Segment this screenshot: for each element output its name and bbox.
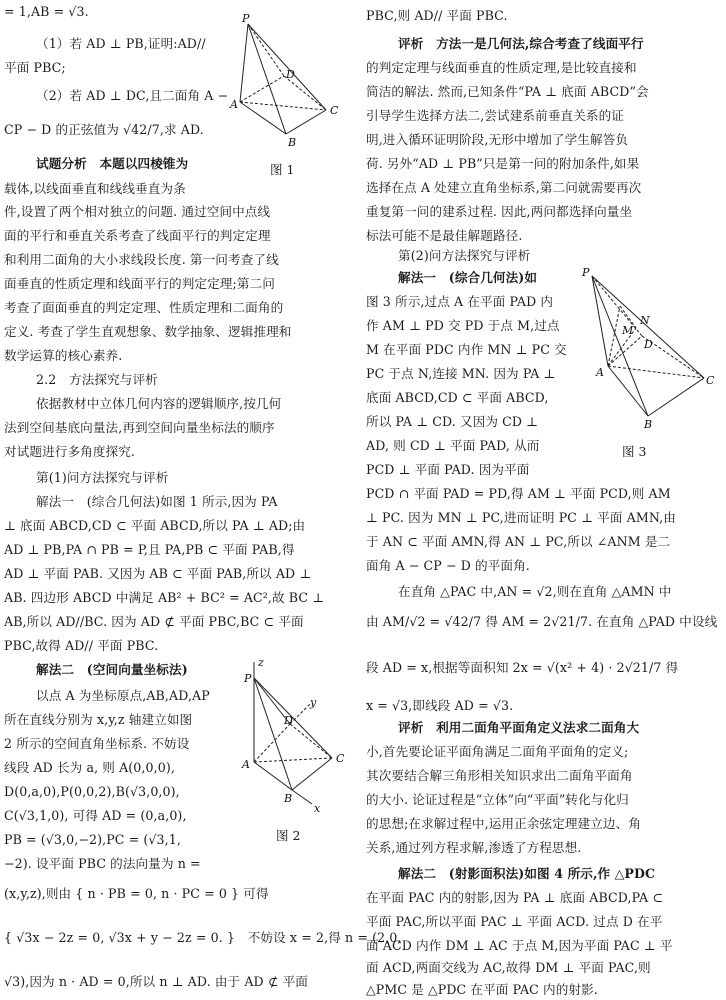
- figure-1-caption: 图 1: [270, 162, 295, 177]
- label-P: P: [242, 12, 250, 25]
- label-D: D: [286, 68, 295, 81]
- text-line: 法到空间基底向量法,再到空间向量坐标法的顺序: [4, 420, 275, 435]
- text-line: AD ⊥ 平面 PAB. 又因为 AB ⊂ 平面 PAB,所以 AD ⊥: [4, 566, 312, 581]
- text-line: 其次要结合解三角形相关知识求出二面角平面角: [366, 768, 633, 783]
- text-line: PBC,则 AD// 平面 PBC.: [366, 8, 508, 23]
- text-line: 平面 PAC,所以平面 PAC ⊥ 平面 ACD. 过点 D 在平: [366, 914, 663, 929]
- text-line: △PMC 是 △PDC 在平面 PAC 内的射影.: [366, 982, 598, 997]
- label-A: A: [596, 366, 604, 379]
- text-line: 的判定定理与线面垂直的性质定理,是比较直接和: [366, 60, 637, 75]
- label-M: M: [622, 324, 634, 337]
- text-line: PCD ⊥ 平面 PAD. 因为平面: [366, 462, 530, 477]
- text-line: 由 AM/√2 = √42/7 得 AM = 2√21/7. 在直角 △PAD 中设线: [366, 614, 718, 629]
- text-line: （2）若 AD ⊥ DC,且二面角 A −: [36, 88, 229, 103]
- text-line: 段 AD = x,根据等面积知 2x = √(x² + 4) · 2√21/7 得: [366, 660, 679, 675]
- text-line: 依据教材中立体几何内容的逻辑顺序,按几何: [36, 396, 282, 411]
- text-line: 选择在点 A 处建立直角坐标系,第二问就需要再次: [366, 180, 642, 195]
- text-line: AD, 则 CD ⊥ 平面 PAD, 从而: [366, 438, 540, 453]
- text-line: 明,进入循环证明阶段,无形中增加了学生解答负: [366, 132, 629, 147]
- text-line: 平面 PBC;: [4, 60, 66, 75]
- text-line: 于 AN ⊂ 平面 AMN,得 AN ⊥ PC,所以 ∠ANM 是二: [366, 534, 671, 549]
- label-P: P: [244, 672, 252, 685]
- text-line: 面角 A − CP − D 的平面角.: [366, 558, 530, 573]
- method-heading: 解法二 (空间向量坐标法): [36, 662, 188, 677]
- text-line: （1）若 AD ⊥ PB,证明:AD//: [36, 36, 206, 51]
- figure-3-caption: 图 3: [622, 444, 647, 459]
- text-line: 的大小. 论证过程是“立体”向“平面”转化与化归: [366, 792, 629, 807]
- text-line: 面的平行和垂直关系考查了线面平行的判定定理: [4, 228, 271, 243]
- text-line: 对试题进行多角度探究.: [4, 444, 136, 459]
- commentary-heading: 评析 利用二面角平面角定义法求二面角大: [398, 720, 640, 735]
- axis-label-y: y: [310, 696, 317, 709]
- axis-label-z: z: [258, 656, 264, 669]
- figure-2-caption: 图 2: [276, 828, 301, 843]
- text-line: PCD ∩ 平面 PAD = PD,得 AM ⊥ 平面 PCD,则 AM: [366, 486, 671, 501]
- text-line: { √3x − 2z = 0, √3x + y − 2z = 0. } 不妨设 x = 2,得 n = (2,0,: [4, 930, 402, 945]
- pyramid-diagram-1: [226, 10, 346, 150]
- label-P: P: [582, 266, 590, 279]
- label-C: C: [330, 104, 339, 117]
- label-A: A: [242, 758, 250, 771]
- commentary-heading: 评析 方法一是几何法,综合考查了线面平行: [398, 36, 644, 51]
- text-line: 所以 PA ⊥ CD. 又因为 CD ⊥: [366, 414, 539, 429]
- text-line: PC 于点 N,连接 MN. 因为 PA ⊥: [366, 366, 556, 381]
- axis-label-x: x: [314, 802, 321, 814]
- text-line: 数学运算的核心素养.: [4, 348, 123, 363]
- text-line: 面 ACD 内作 DM ⊥ AC 于点 M,因为平面 PAC ⊥ 平: [366, 938, 673, 953]
- text-line: 图 3 所示,过点 A 在平面 PAD 内: [366, 294, 554, 309]
- text-line: AB,所以 AD//BC. 因为 AD ⊄ 平面 PBC,BC ⊂ 平面: [4, 614, 304, 629]
- text-line: D(0,a,0),P(0,0,2),B(√3,0,0),: [4, 784, 180, 799]
- text-line: 第(1)问方法探究与评析: [36, 470, 169, 485]
- text-line: 载体,以线面垂直和线线垂直为条: [4, 181, 186, 196]
- text-line: 考查了面面垂直的判定定理、性质定理和二面角的: [4, 300, 284, 315]
- label-D: D: [644, 338, 653, 351]
- figure-3: [578, 266, 718, 462]
- text-line: M 在平面 PDC 内作 MN ⊥ PC 交: [366, 342, 567, 357]
- text-line: 引导学生选择方法二,尝试建系前垂直关系的证: [366, 108, 624, 123]
- pyramid-diagram-3: [578, 266, 718, 432]
- text-line: 标法可能不是最佳解题路径.: [366, 228, 523, 243]
- label-B: B: [284, 792, 293, 805]
- label-B: B: [644, 418, 653, 431]
- text-line: 重复第一问的建系过程. 因此,两问都选择向量坐: [366, 204, 633, 219]
- label-D: D: [284, 714, 293, 727]
- label-N: N: [640, 314, 650, 327]
- text-line: 件,设置了两个相对独立的问题. 通过空间中点线: [4, 204, 271, 219]
- figure-1: [226, 10, 346, 177]
- method-heading: 解法一 (综合几何法)如: [398, 270, 538, 285]
- text-line: CP − D 的正弦值为 √42/7,求 AD.: [4, 122, 204, 137]
- text-line: 解法一 (综合几何法)如图 1 所示,因为 PA: [36, 494, 278, 509]
- text-line: (x,y,z),则由 { n · PB = 0, n · PC = 0 } 可得: [4, 886, 269, 901]
- label-A: A: [230, 98, 238, 111]
- text-line: 以点 A 为坐标原点,AB,AD,AP: [36, 688, 210, 703]
- text-line: 的思想;在求解过程中,运用正余弦定理建立边、角: [366, 816, 642, 831]
- section-heading: 试题分析 本题以四棱锥为: [36, 156, 189, 171]
- text-line: 面垂直的性质定理和线面平行的判定定理;第二问: [4, 276, 275, 291]
- text-line: 作 AM ⊥ PD 交 PD 于点 M,过点: [366, 318, 560, 333]
- text-line: AB. 四边形 ABCD 中满足 AB² + BC² = AC²,故 BC ⊥: [4, 590, 325, 605]
- subsection-heading: 2.2 方法探究与评析: [36, 372, 158, 387]
- label-C: C: [336, 752, 345, 765]
- method-heading: 解法二 (射影面积法)如图 4 所示,作 △PDC: [398, 866, 656, 881]
- coordinate-diagram-2: [232, 654, 356, 814]
- text-line: 荷. 另外“AD ⊥ PB”只是第一问的附加条件,如果: [366, 156, 640, 171]
- text-line: ⊥ PC. 因为 MN ⊥ PC,进而证明 PC ⊥ 平面 AMN,由: [366, 510, 676, 525]
- text-line: 底面 ABCD,CD ⊂ 平面 ABCD,: [366, 390, 549, 405]
- text-line: 2 所示的空间直角坐标系. 不妨设: [4, 736, 190, 751]
- text-line: PB = (√3,0,−2),PC = (√3,1,: [4, 832, 181, 847]
- text-line: 线段 AD 长为 a, 则 A(0,0,0),: [4, 760, 175, 775]
- text-line: C(√3,1,0), 可得 AD = (0,a,0),: [4, 808, 187, 823]
- text-line: 关系,通过列方程求解,渗透了方程思想.: [366, 840, 582, 855]
- label-C: C: [706, 374, 715, 387]
- text-line: x = √3,即线段 AD = √3.: [366, 698, 514, 713]
- text-line: 第(2)问方法探究与评析: [398, 248, 531, 263]
- label-B: B: [288, 136, 297, 149]
- figure-2: [232, 654, 356, 844]
- text-line: AD ⊥ PB,PA ∩ PB = P,且 PA,PB ⊂ 平面 PAB,得: [4, 542, 295, 557]
- text-line: 小,首先要论证平面角满足二面角平面角的定义;: [366, 744, 629, 759]
- text-line: ⊥ 底面 ABCD,CD ⊂ 平面 ABCD,所以 PA ⊥ AD;由: [4, 518, 306, 533]
- text-line: = 1,AB = √3.: [4, 4, 89, 19]
- text-line: √3),因为 n · AD = 0,所以 n ⊥ AD. 由于 AD ⊄ 平面: [4, 974, 308, 989]
- text-line: 面 ACD,两面交线为 AC,故得 DM ⊥ 平面 PAC,则: [366, 960, 651, 975]
- text-line: −2). 设平面 PBC 的法向量为 n =: [4, 856, 201, 871]
- text-line: PBC,故得 AD// 平面 PBC.: [4, 638, 159, 653]
- text-line: 在平面 PAC 内的射影,因为 PA ⊥ 底面 ABCD,PA ⊂: [366, 890, 663, 905]
- text-line: 简洁的解法. 然而,已知条件“PA ⊥ 底面 ABCD”会: [366, 84, 649, 99]
- text-line: 定义. 考查了学生直观想象、数学抽象、逻辑推理和: [4, 324, 292, 339]
- text-line: 在直角 △PAC 中,AN = √2,则在直角 △AMN 中: [398, 584, 672, 599]
- text-line: 所在直线分别为 x,y,z 轴建立如图: [4, 712, 193, 727]
- text-line: 和利用二面角的大小求线段长度. 第一问考查了线: [4, 252, 279, 267]
